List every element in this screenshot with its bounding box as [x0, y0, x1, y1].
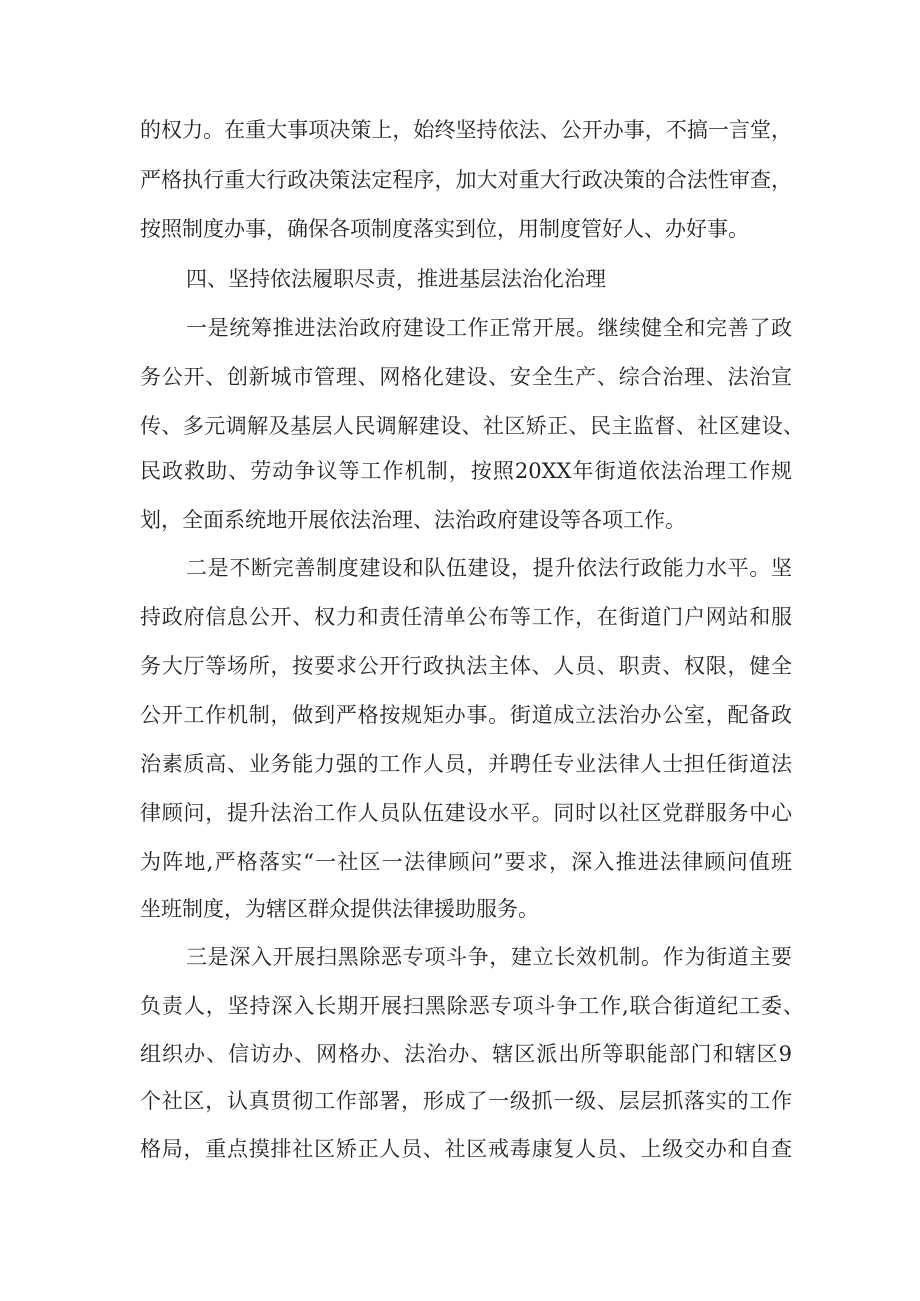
text-line — [0, 553, 920, 583]
text-line — [0, 651, 920, 681]
text-line — [0, 456, 920, 486]
paragraph-3-line-5: 治素质高、业务能力强的工作人员，并聘任专业法律人士担任街道法 — [140, 752, 792, 776]
text-line — [0, 942, 920, 972]
paragraph-3-line-8: 坐班制度，为辖区群众提供法律援助服务。 — [140, 897, 539, 921]
text-line — [0, 1134, 920, 1164]
text-line — [0, 362, 920, 392]
paragraph-2-line-3: 传、多元调解及基层人民调解建设、社区矫正、民主监督、社区建设、 — [140, 414, 804, 438]
text-line — [0, 894, 920, 924]
text-line — [0, 991, 920, 1021]
paragraph-3-line-6: 律顾问，提升法治工作人员队伍建设水平。同时以社区党群服务中心 — [140, 801, 792, 825]
paragraph-4-line-1: 三是深入开展扫黑除恶专项斗争，建立长效机制。作为街道主要 — [186, 945, 792, 969]
paragraph-3-line-2: 持政府信息公开、权力和责任清单公布等工作，在街道门户网站和服 — [140, 605, 792, 629]
section-heading: 四、坚持依法履职尽责，推进基层法治化治理 — [186, 267, 606, 291]
paragraph-4-line-5: 格局，重点摸排社区矫正人员、社区戒毒康复人员、上级交办和自查 — [140, 1137, 792, 1161]
paragraph-1-line-3: 按照制度办事，确保各项制度落实到位，用制度管好人、办好事。 — [140, 217, 749, 241]
paragraph-1-line-1: 的权力。在重大事项决策上，始终坚持依法、公开办事，不搞一言堂， — [140, 118, 792, 142]
text-line — [0, 602, 920, 632]
text-line — [0, 1039, 920, 1069]
paragraph-2-line-1: 一是统筹推进法治政府建设工作正常开展。继续健全和完善了政 — [186, 316, 792, 340]
text-line — [0, 411, 920, 441]
text-line — [0, 264, 920, 294]
paragraph-2-line-4: 民政救助、劳动争议等工作机制，按照20XX年街道依法治理工作规 — [140, 459, 792, 483]
text-line — [0, 505, 920, 535]
text-line — [0, 214, 920, 244]
paragraph-4-line-2: 负责人，坚持深入长期开展扫黑除恶专项斗争工作,联合街道纪工委、 — [140, 994, 804, 1018]
paragraph-2-line-2: 务公开、创新城市管理、网格化建设、安全生产、综合治理、法治宣 — [140, 365, 792, 389]
text-line — [0, 798, 920, 828]
text-line — [0, 165, 920, 195]
paragraph-4-line-3: 组织办、信访办、网格办、法治办、辖区派出所等职能部门和辖区9 — [140, 1042, 792, 1066]
paragraph-3-line-7: 为阵地,严格落实“一社区一法律顾问”要求，深入推进法律顾问值班 — [140, 850, 792, 874]
paragraph-3-line-3: 务大厅等场所，按要求公开行政执法主体、人员、职责、权限，健全 — [140, 654, 792, 678]
text-line — [0, 700, 920, 730]
paragraph-1-line-2: 严格执行重大行政决策法定程序，加大对重大行政决策的合法性审查， — [140, 168, 792, 192]
paragraph-3-line-4: 公开工作机制，做到严格按规矩办事。街道成立法治办公室，配备政 — [140, 703, 792, 727]
paragraph-3-line-1: 二是不断完善制度建设和队伍建设，提升依法行政能力水平。坚 — [186, 556, 792, 580]
text-line — [0, 115, 920, 145]
text-line — [0, 1086, 920, 1116]
text-line — [0, 749, 920, 779]
paragraph-2-line-5: 划，全面系统地开展依法治理、法治政府建设等各项工作。 — [140, 508, 686, 532]
text-line — [0, 847, 920, 877]
paragraph-4-line-4: 个社区，认真贯彻工作部署，形成了一级抓一级、层层抓落实的工作 — [140, 1089, 792, 1113]
text-line — [0, 313, 920, 343]
